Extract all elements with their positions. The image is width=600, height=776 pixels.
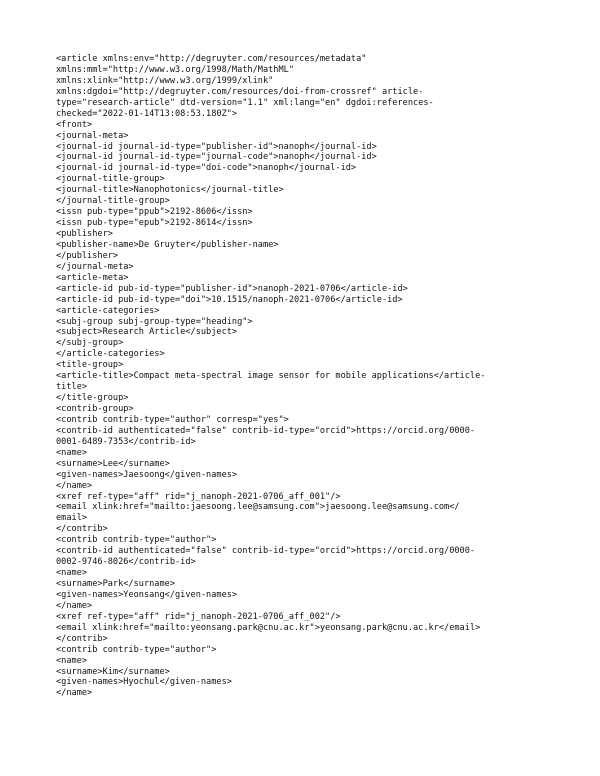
xml-line: </contrib>	[56, 524, 108, 535]
xml-line: <contrib contrib-type="author">	[56, 535, 217, 546]
xml-line: <journal-id journal-id-type="doi-code">nanoph</journal-id>	[56, 163, 357, 174]
xml-line: <surname>Kim</surname>	[56, 666, 170, 677]
xml-line: <contrib-id authenticated="false" contrib-id-type="orcid">https://orcid.org/0000-	[56, 425, 476, 436]
xml-line: <journal-id journal-id-type="journal-code">nanoph</journal-id>	[56, 152, 377, 163]
xml-line: checked="2022-01-14T13:08:53.180Z">	[56, 108, 238, 119]
xml-line: <surname>Park</surname>	[56, 579, 175, 589]
xml-line: <article-meta>	[56, 272, 129, 283]
xml-line: </title-group>	[56, 393, 129, 404]
xml-line: <contrib contrib-type="author">	[56, 644, 217, 655]
xml-line: <xref ref-type="aff" rid="j_nanoph-2021-0706_aff_002"/>	[56, 611, 341, 622]
xml-line: <journal-title-group>	[56, 174, 165, 185]
xml-line: <name>	[56, 568, 88, 579]
xml-line: title>	[56, 382, 88, 393]
xml-line: email>	[56, 513, 88, 524]
xml-line: <publisher-name>De Gruyter</publisher-name>	[56, 239, 279, 250]
xml-line: <article-id pub-id-type="doi">10.1515/nanoph-2021-0706</article-id>	[56, 294, 403, 305]
xml-line: <publisher>	[56, 229, 113, 239]
xml-line: <subj-group subj-group-type="heading">	[56, 316, 253, 327]
xml-line: <subject>Research Article</subject>	[56, 327, 238, 338]
xml-line: </contrib>	[56, 633, 108, 644]
xml-line: </name>	[56, 688, 93, 699]
xml-line: <given-names>Jaesoong</given-names>	[56, 469, 238, 480]
xml-line: 0001-6489-7353</contrib-id>	[56, 436, 196, 447]
xml-line: <article xmlns:env="http://degruyter.com/resources/metadata"	[56, 54, 367, 64]
xml-line: <name>	[56, 655, 88, 666]
xml-line: <article-id pub-id-type="publisher-id">nanoph-2021-0706</article-id>	[56, 283, 408, 294]
xml-line: </journal-meta>	[56, 261, 134, 272]
xml-line: <email xlink:href="mailto:jaesoong.lee@samsung.com">jaesoong.lee@samsung.com</	[56, 502, 460, 513]
xml-line: </subj-group>	[56, 338, 124, 349]
xml-line: <surname>Lee</surname>	[56, 458, 170, 469]
xml-line: <journal-meta>	[56, 130, 129, 141]
xml-line: <contrib-id authenticated="false" contrib-id-type="orcid">https://orcid.org/0000-	[56, 546, 476, 557]
xml-line: </publisher>	[56, 250, 119, 261]
xml-line: 0002-9746-8026</contrib-id>	[56, 557, 196, 568]
xml-line: xmlns:dgdoi="http://degruyter.com/resources/doi-from-crossref" article-	[56, 86, 424, 97]
xml-line: <journal-title>Nanophotonics</journal-title>	[56, 185, 284, 196]
xml-line: <article-title>Compact meta-spectral image sensor for mobile applications</article-	[56, 371, 486, 382]
xml-line: xmlns:xlink="http://www.w3.org/1999/xlink"	[56, 75, 274, 86]
xml-line: </name>	[56, 600, 93, 611]
xml-line: <given-names>Hyochul</given-names>	[56, 677, 232, 688]
xml-line: <issn pub-type="epub">2192-8614</issn>	[56, 218, 253, 229]
xml-line: <contrib-group>	[56, 404, 134, 414]
xml-line: <xref ref-type="aff" rid="j_nanoph-2021-0706_aff_001"/>	[56, 491, 341, 502]
xml-line: </name>	[56, 480, 93, 491]
xml-line: </article-categories>	[56, 349, 165, 360]
xml-line: <journal-id journal-id-type="publisher-id">nanoph</journal-id>	[56, 141, 377, 152]
xml-line: <contrib contrib-type="author" corresp="yes">	[56, 414, 289, 425]
xml-line: <email xlink:href="mailto:yeonsang.park@cnu.ac.kr">yeonsang.park@cnu.ac.kr</email>	[56, 622, 481, 633]
xml-line: <front>	[56, 119, 93, 130]
xml-line: <given-names>Yeonsang</given-names>	[56, 589, 238, 600]
xml-line: xmlns:mml="http://www.w3.org/1998/Math/MathML"	[56, 64, 294, 75]
xml-line: <name>	[56, 447, 88, 458]
xml-line: </journal-title-group>	[56, 196, 170, 207]
xml-line: <issn pub-type="ppub">2192-8606</issn>	[56, 207, 253, 218]
xml-source-text	[56, 54, 556, 699]
xml-line: type="research-article" dtd-version="1.1" xml:lang="en" dgdoi:references-	[56, 97, 434, 108]
xml-line: <title-group>	[56, 360, 124, 371]
xml-line: <article-categories>	[56, 305, 160, 316]
